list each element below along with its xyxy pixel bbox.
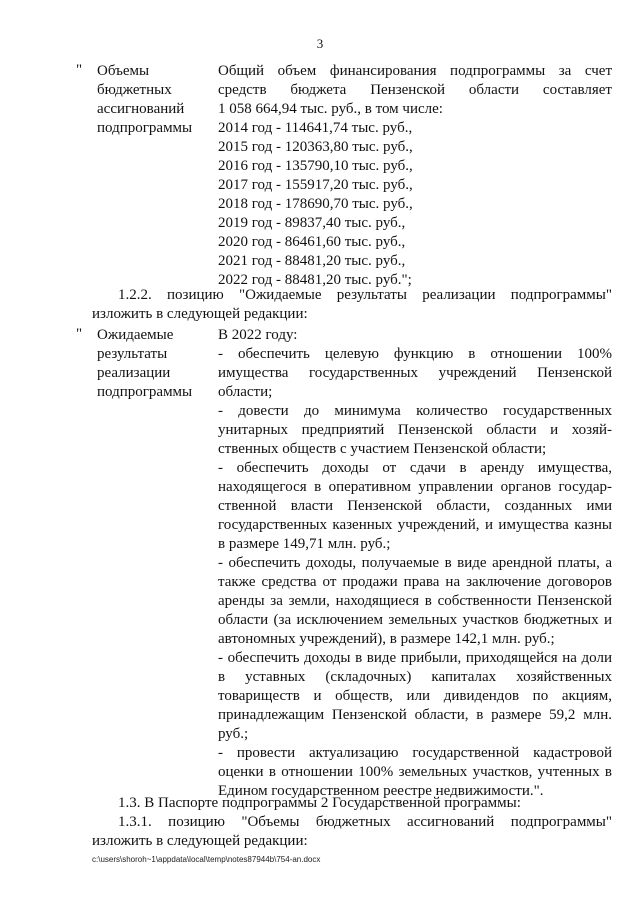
result-item: - обеспечить доходы от сдачи в аренду имущества, находящегося в оперативном управлении органов государственной власти Пензенской области, созданных ими государственных казенных учреждений, и имущества казны в размере 149,71 млн. руб.; (218, 460, 612, 552)
result-item: - обеспечить целевую функцию в отношении 100% имущества государственных учреждений Пензенской области; (218, 346, 612, 400)
section-text (218, 326, 612, 801)
text-line: 2016 год - 135790,10 тыс. руб., (218, 158, 413, 174)
result-item: - обеспечить доходы, получаемые в виде арендной платы, а также средства от продажи права на заключение договоров аренды за земли, находящиеся в собственности Пензенской области (за исключением земельных участков бюджетных и автономных учреждений), в размере 142,1 млн. руб.; (218, 555, 612, 647)
opening-quote: " (76, 62, 83, 78)
text-line: 2018 год - 178690,70 тыс. руб., (218, 196, 413, 212)
section-label (97, 62, 212, 138)
text-line: 2017 год - 155917,20 тыс. руб., (218, 177, 413, 193)
paragraph-line: изложить в следующей редакции: (92, 306, 308, 322)
label-line: Ожидаемые (97, 327, 174, 343)
result-item: - провести актуализацию государственной кадастровой оценки в отношении 100% земельных участков, учтенных в Едином государственном реестре недвижимости.". (218, 745, 612, 799)
paragraph-line: изложить в следующей редакции: (92, 833, 308, 849)
results-intro: В 2022 году: (218, 327, 298, 343)
result-item: - довести до минимума количество государственных унитарных предприятий Пензенской области и хозяйственных обществ с участием Пензенской области; (218, 403, 612, 457)
text-line: 2015 год - 120363,80 тыс. руб., (218, 139, 413, 155)
text-line: средств бюджета Пензенской области составляет (218, 82, 612, 98)
label-line: бюджетных (97, 82, 172, 98)
label-line: результаты (97, 346, 168, 362)
paragraph-1-2-2 (92, 286, 612, 324)
footer-file-path: c:\users\shoroh~1\appdata\local\temp\notes87944b\754-an.docx (92, 855, 321, 864)
result-item: - обеспечить доходы в виде прибыли, приходящейся на доли в уставных (складочных) капиталах хозяйственных товариществ и обществ, или дивидендов по акциям, принадлежащим Пензенской области, в размере 59,2 млн. руб.; (218, 650, 612, 742)
section-label (97, 326, 212, 402)
text-line: 2019 год - 89837,40 тыс. руб., (218, 215, 406, 231)
label-line: Объемы (97, 63, 150, 79)
label-line: подпрограммы (97, 120, 193, 136)
paragraph-1-3 (92, 794, 612, 851)
text-line: 2021 год - 88481,20 тыс. руб., (218, 253, 406, 269)
label-line: реализации (97, 365, 171, 381)
label-line: ассигнований (97, 101, 185, 117)
label-line: подпрограммы (97, 384, 193, 400)
text-line: 1 058 664,94 тыс. руб., в том числе: (218, 101, 443, 117)
paragraph-line: 1.2.2. позицию "Ожидаемые результаты реализации подпрограммы" (118, 287, 612, 303)
text-line: 2022 год - 88481,20 тыс. руб."; (218, 272, 412, 288)
paragraph-line: 1.3. В Паспорте подпрограммы 2 Государственной программы: (118, 795, 521, 811)
text-line: 2014 год - 114641,74 тыс. руб., (218, 120, 413, 136)
text-line: Общий объем финансирования подпрограммы за счет (218, 63, 612, 79)
page-number: 3 (316, 36, 324, 51)
opening-quote: " (76, 326, 83, 342)
text-line: 2020 год - 86461,60 тыс. руб., (218, 234, 406, 250)
paragraph-line: 1.3.1. позицию "Объемы бюджетных ассигнований подпрограммы" (118, 814, 612, 830)
section-text (218, 62, 612, 290)
